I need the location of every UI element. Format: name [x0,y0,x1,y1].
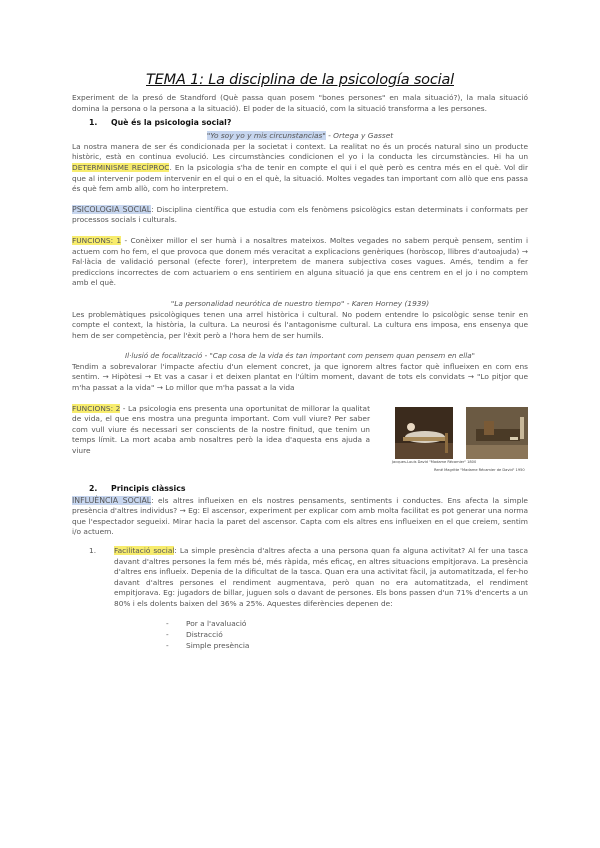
funcions-1-paragraph [72,236,528,289]
funcions-2-row [72,404,528,474]
determinism-paragraph [72,142,528,195]
psicologia-social-definition [72,205,528,226]
item1-number: 1. [89,546,97,556]
section2-heading [89,484,528,493]
dash-glyph: - [166,640,169,650]
ortega-quote-author: - Ortega y Gasset [325,131,394,141]
influencia-social-term: INFLUÈNCIA SOCIAL [72,495,152,505]
section1-title: Què és la psicologia social? [111,118,232,128]
list-item-text: Por a l'avaluació [186,618,247,628]
factors-list [166,618,528,651]
influencia-social-text: : els altres influeixen en els nostres pensaments, sentiments i conductes. Ens afecta la simple presència d'altres individus? → Eg: El ascensor, experiment per explicar com amb molta facilitat es pot generar una norma que l'espectador segueixi. Mirar hacia la paret del ascensor. Capta com els altres ens influeixen en el que creiem, sentim i/o actuem. [72,495,528,537]
facilitacio-social-item [72,546,528,610]
document-page [72,72,528,651]
illusio-term: Il·lusió de focalització [125,351,203,361]
psicologia-social-text: : Disciplina científica que estudia com els fenòmens psicològics estan determinats i conformats per processos socials i culturals. [72,204,528,225]
facilitacio-social-term: Facilitació social [114,546,175,556]
caption-david: Jacques-Louis David "Madame Récamier" 1800 [391,459,477,464]
list-item-text: Simple presència [186,640,250,650]
funcions-1-text: - Conèixer millor el ser humà i a nosaltres mateixos. Moltes vegades no sabem perquè pensem, sentim i actuem com ho fem, el que provoca que donem més veracitat a explicacions genèriques (horòscop, llibres d'autoajuda) → Fal·làcia de validació personal (efecte forer), interpretem de manera subjectiva coses vagues. Amés, tendim a fer prediccions incorrectes de com actuariem o ens sentiriem en alguna situació ja que ens centrem en el jo i no comptem amb el què. [72,235,528,288]
determinism-text-a: La nostra manera de ser és condicionada per la societat i context. La realitat no és un procés natural sino un producte històric, està en continua evolució. Les circumstàncies condicionen el yo i la conducta les circumstàncies. Hi ha un [72,141,528,162]
section1-heading [89,118,528,127]
funcions-2-paragraph [72,404,370,457]
determinism-text-b: . En la psicologia s'ha de tenir en compte el qui i el què però es centra més en el què. Vol dir que al intervenir podem intervenir en el qui o en el què, la situació. Moltes vegades tan important com allò que ens passa és què fem amb allò, com ho interpretem. [72,162,528,194]
funcions-1-label: FUNCIONS: 1 [72,235,122,245]
caption-magritte: René Magritte "Madame Récamier de David" 1950 [433,467,525,472]
dash-glyph: - [166,629,169,639]
ortega-quote [72,131,528,142]
psicologia-social-term: PSICOLOGIA SOCIAL [72,204,152,214]
painting-magritte-image [466,407,528,459]
paintings-figure [380,404,528,474]
section2-number: 2. [89,483,98,493]
intro-paragraph: Experiment de la presó de Standford (Què passa quan posem "bones persones" en mala situació?), la mala situació domina la persona o la persona a la situació). El poder de la situació, com la situació transforma a les persones. [72,93,528,113]
determinism-highlight: DETERMINISME RECÍPROC [72,162,170,172]
section1-number: 1. [89,118,98,128]
list-item-text: Distracció [186,629,223,639]
funcions-2-text: - La psicologia ens presenta una oportunitat de millorar la qualitat de vida, el que ens mostra una pregunta important. Com vull viure? Per saber com vull viure és necessari ser conscients de la nostre finitud, que tenim un temps límit. La mort acaba amb nosaltres però la idea d'aquesta ens ajuda a viure [72,403,370,456]
illusio-quote: - "Cap cosa de la vida és tan important com pensem quan pensem en ella" [202,351,475,361]
horney-paragraph: Les problemàtiques psicològiques tenen una arrel històrica i cultural. No podem entendre lo psicològic sense tenir en compte el context, la història, la cultura. La neurosi és l'antagonisme cultural. La cultura ens imposa, ens ensenya que hem de ser competència, per l'èxit però a l'hora hem de ser humils. [72,309,528,340]
section2-title: Principis clàssics [111,483,186,493]
list-item [166,618,528,629]
horney-quote: "La personalidad neurótica de nuestro tiempo" - Karen Horney (1939) [170,298,430,308]
facilitacio-social-text: : La simple presència d'altres afecta a una persona quan fa alguna activitat? Al fer una tasca davant d'altres persones la fem més bé, més ràpida, més eficaç, en altres situacions empitjorava. La presència d'altres ens influeix. Depenia de la dificultat de la tasca. Quan era una activitat fàcil, ja automatitzada, el fer-ho davant d'altres persones el rendiment augmentava, però quan no era automatitzada, el rendiment empitjorava. Eg: jugadors de billar, juguen sols o davant de persones. Els bons passen d'un 71% d'encerts a un 80% i els dolents baixen del 36% a 25%. Aquestes diferències depenen de: [114,546,529,608]
painting-david-image [395,407,453,459]
illusio-paragraph: Tendim a sobrevalorar l'impacte afectiu d'un element concret, ja que ignorem altres factor què influeixen en com ens sentim. → Hipòtesi → Et vas a casar i et deixen plantat en l'últim moment, davant de tots els convidats → "Lo pitjor que m'ha passat a la vida" → Lo millor que m'ha passat a la vida [72,361,528,393]
funcions-2-label: FUNCIONS: 2 [72,403,121,413]
ortega-quote-text: "Yo soy yo y mis circunstancias" [206,131,326,141]
facilitacio-social-paragraph [114,546,528,610]
dash-glyph: - [166,618,169,628]
influencia-social-paragraph [72,496,528,538]
page-title: TEMA 1: La disciplina de la psicología social [146,72,454,88]
illusio-heading [72,351,528,362]
list-item [166,629,528,640]
list-item [166,640,528,651]
